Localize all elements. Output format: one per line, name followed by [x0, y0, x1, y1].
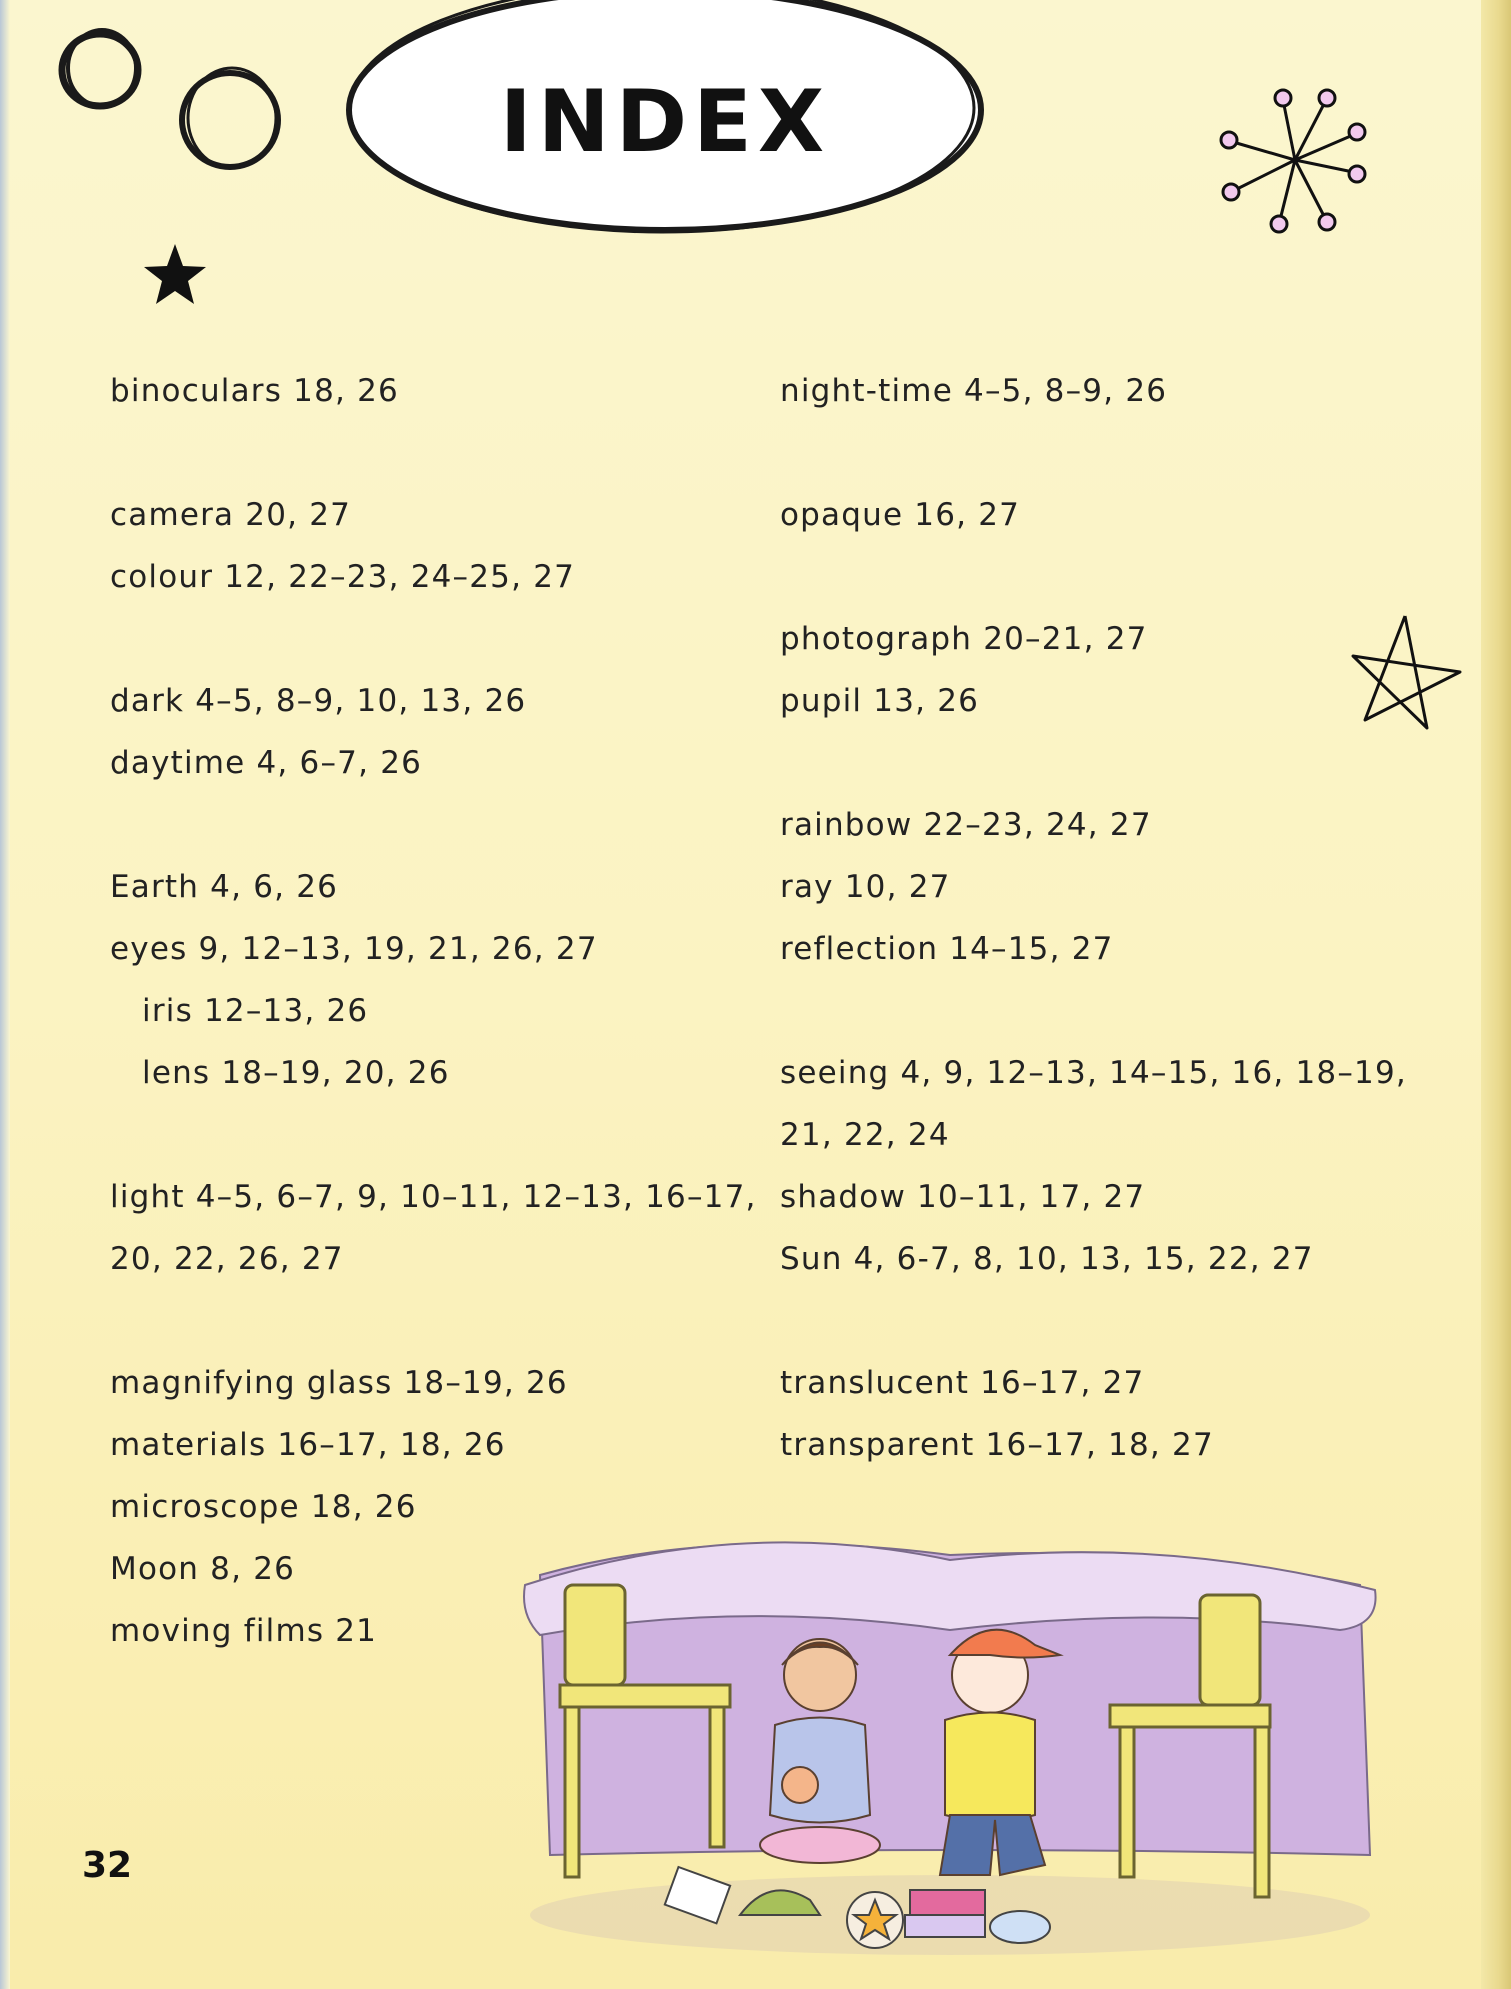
page-edge [1481, 0, 1511, 1989]
index-entry: binoculars 18, 26 [110, 373, 399, 409]
letter-group-gap [780, 980, 1440, 1042]
index-entry: dark 4–5, 8–9, 10, 13, 26 [110, 683, 527, 719]
index-entry: seeing 4, 9, 12–13, 14–15, 16, 18–19, [780, 1055, 1407, 1091]
index-entry: photograph 20–21, 27 [780, 621, 1148, 657]
index-entry: moving films 21 [110, 1613, 378, 1649]
index-entry: microscope 18, 26 [110, 1489, 417, 1525]
letter-group-gap [780, 732, 1440, 794]
letter-group-gap [110, 794, 750, 856]
index-left-column [110, 360, 757, 1662]
index-entry: materials 16–17, 18, 26 [110, 1427, 506, 1463]
scribble-circle-large-icon [170, 60, 290, 180]
index-entry: reflection 14–15, 27 [780, 931, 1114, 967]
index-entry: Moon 8, 26 [110, 1551, 296, 1587]
letter-group-gap [780, 422, 1440, 484]
index-right-column [780, 360, 1440, 1476]
index-entry: translucent 16–17, 27 [780, 1365, 1145, 1401]
index-entry: camera 20, 27 [110, 497, 352, 533]
page-title: INDEX [499, 72, 831, 172]
letter-group-gap [110, 1104, 750, 1166]
index-entry: shadow 10–11, 17, 27 [780, 1179, 1146, 1215]
scribble-circle-small-icon [50, 20, 150, 120]
index-subentry: lens 18–19, 20, 26 [142, 1055, 450, 1091]
index-entry: rainbow 22–23, 24, 27 [780, 807, 1152, 843]
letter-group-gap [780, 546, 1440, 608]
index-entry: opaque 16, 27 [780, 497, 1021, 533]
index-entry: magnifying glass 18–19, 26 [110, 1365, 568, 1401]
index-entry: daytime 4, 6–7, 26 [110, 745, 423, 781]
letter-group-gap [110, 1290, 750, 1352]
filled-star-icon [140, 240, 210, 310]
index-entry: pupil 13, 26 [780, 683, 980, 719]
index-entry: colour 12, 22–23, 24–25, 27 [110, 559, 576, 595]
index-entry: ray 10, 27 [780, 869, 951, 905]
index-subentry: iris 12–13, 26 [142, 993, 369, 1029]
index-entry: Sun 4, 6-7, 8, 10, 13, 15, 22, 27 [780, 1241, 1314, 1277]
index-entry-continued: 21, 22, 24 [780, 1117, 950, 1153]
blanket-fort-illustration [520, 1515, 1380, 1960]
index-entry: night-time 4–5, 8–9, 26 [780, 373, 1168, 409]
index-entry: light 4–5, 6–7, 9, 10–11, 12–13, 16–17, [110, 1179, 757, 1215]
letter-group-gap [780, 1290, 1440, 1352]
sparkle-burst-icon [1215, 80, 1375, 240]
index-entry-continued: 20, 22, 26, 27 [110, 1241, 344, 1277]
page-number: 32 [82, 1845, 133, 1886]
index-entry: eyes 9, 12–13, 19, 21, 26, 27 [110, 931, 598, 967]
index-entry: transparent 16–17, 18, 27 [780, 1427, 1214, 1463]
page-gutter [0, 0, 10, 1989]
letter-group-gap [110, 422, 750, 484]
letter-group-gap [110, 608, 750, 670]
index-entry: Earth 4, 6, 26 [110, 869, 339, 905]
